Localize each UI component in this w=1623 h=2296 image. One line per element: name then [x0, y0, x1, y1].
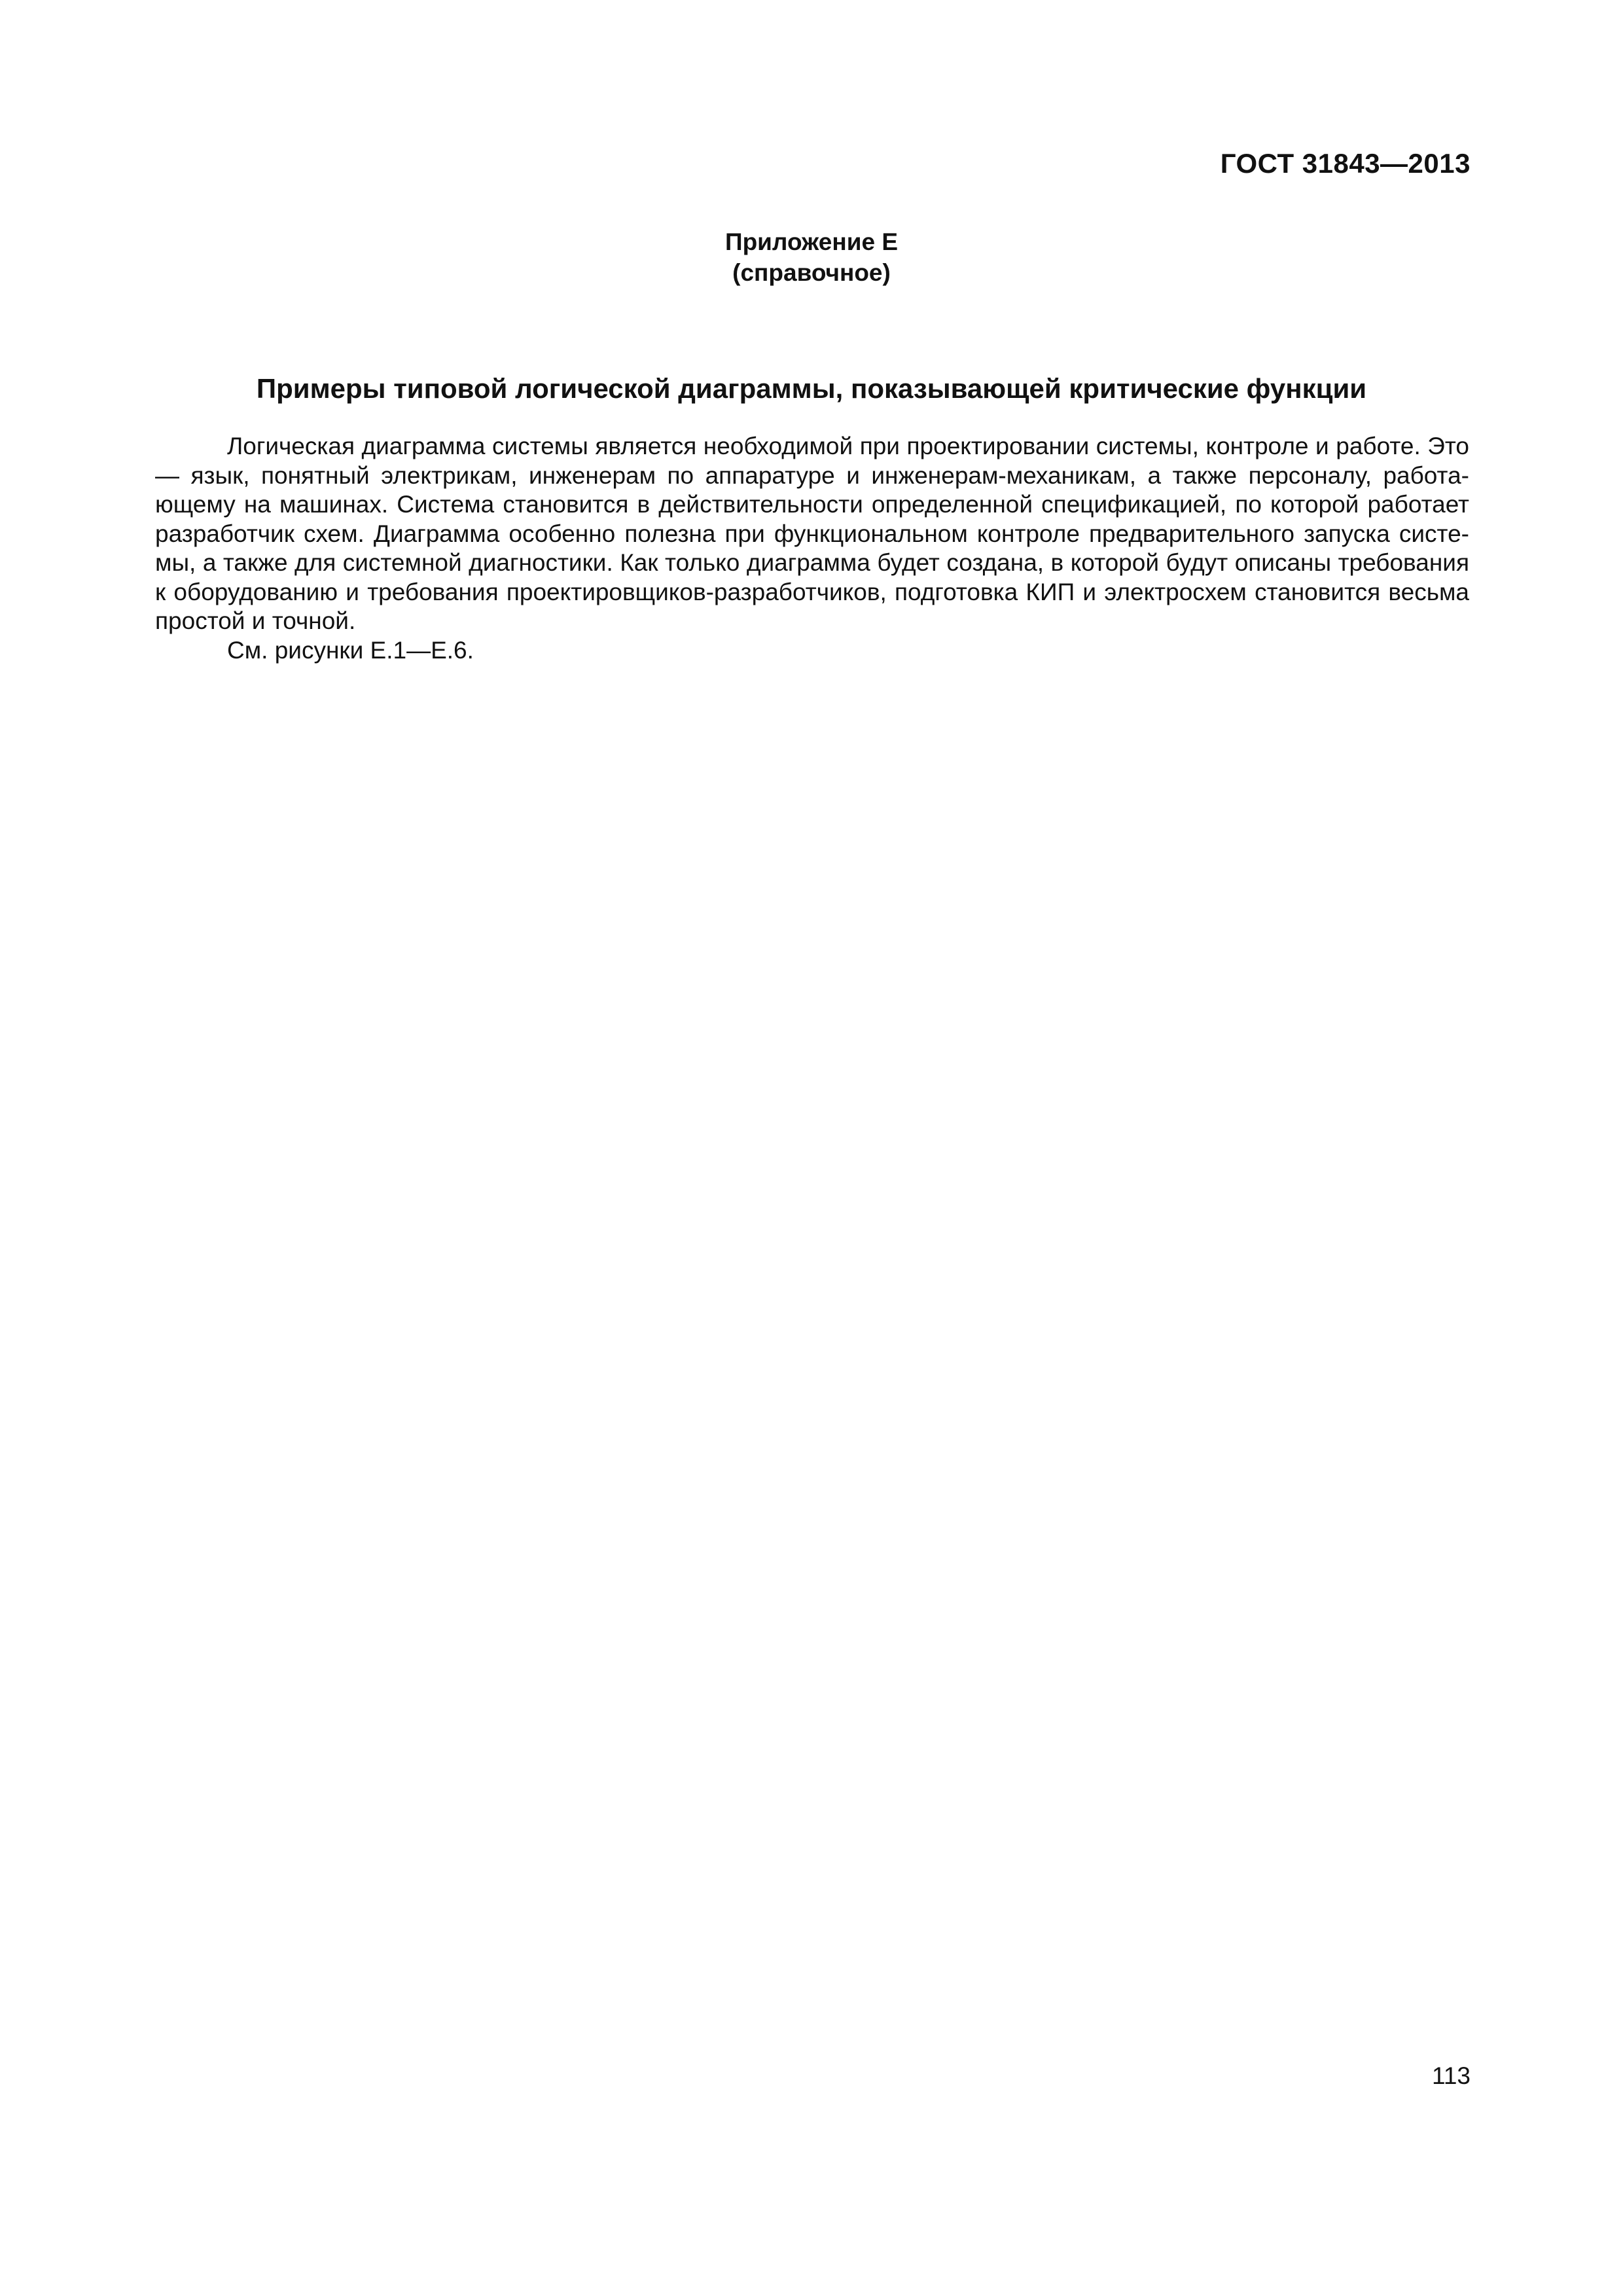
section-title: Примеры типовой логической диаграммы, показывающей критические функции: [256, 373, 1367, 404]
appendix-title: Приложение Е: [724, 228, 899, 255]
body-paragraph: Логическая диаграмма системы является необходимой при проектировании системы, контроле и работе. Это — язык, понятный электрикам, инженерам по аппаратуре и инженерам-механикам, а также персоналу, работающему на машинах. Система становится в действительности определенной спецификацией, по которой работает разработчик схем. Диаграмма особенно полезна при функциональном контроле предварительного запуска системы, а также для системной диагностики. Как только диаграмма будет создана, в которой будут описаны требования к оборудованию и требования проектировщиков-разработчиков, подготовка КИП и электросхем становится весьма простой и точной.: [155, 433, 1469, 634]
document-id: ГОСТ 31843—2013: [1220, 148, 1471, 179]
figure-reference: См. рисунки Е.1—Е.6.: [227, 636, 474, 664]
appendix-heading: [0, 226, 1623, 288]
body-text: [155, 432, 1469, 665]
page-number: 113: [1432, 2062, 1471, 2089]
appendix-type: (справочное): [732, 259, 891, 286]
